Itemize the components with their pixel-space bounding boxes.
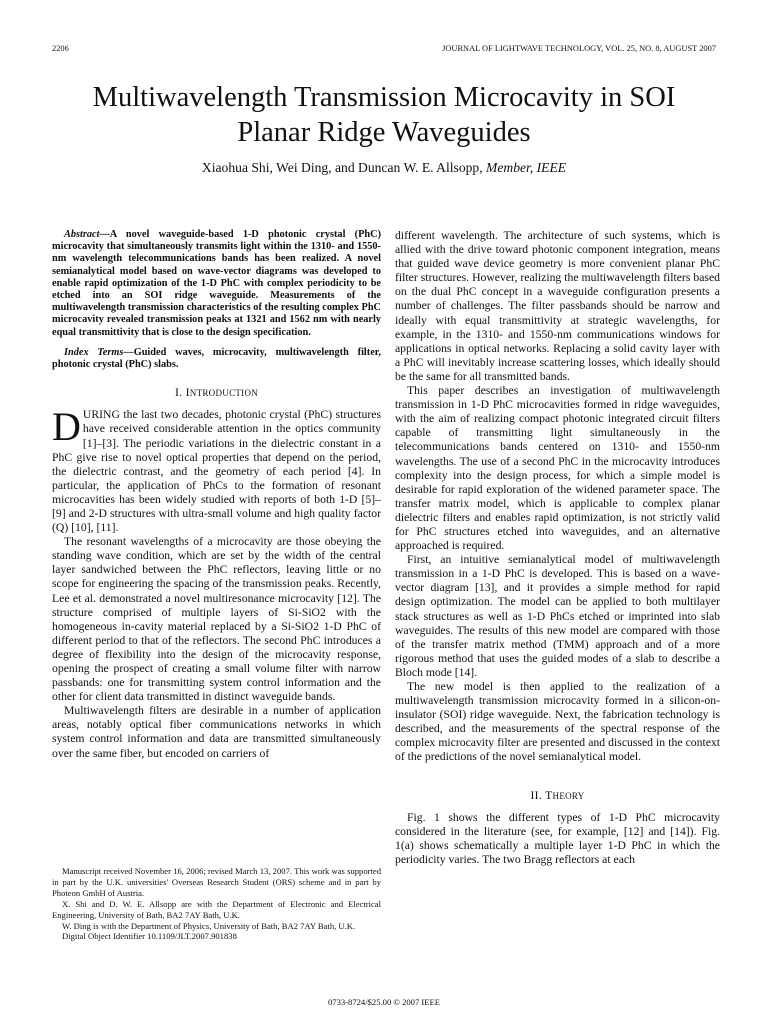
footnote-manuscript: Manuscript received November 16, 2006; revised March 13, 2007. This work was supported in part by the U.K. universities' Overseas Research Student (ORS) scheme and in part by Photeon GmbH of Austria.: [52, 866, 381, 898]
section-2-title: HEORY: [552, 790, 585, 801]
paper-title: [40, 80, 728, 150]
section-2-number: II. T: [530, 788, 553, 802]
right-paragraph-4: The new model is then applied to the realization of a multiwavelength transmission microcavity formed in a silicon-on-insulator (SOI) ridge waveguide. Next, the fabrication technology is described, and the measurements of the spectral response of the complex microcavity filter are presented and discussed in the context of the predictions of the novel semianalytical model.: [395, 680, 720, 764]
running-header: [52, 44, 716, 58]
title-line-2: Planar Ridge Waveguides: [237, 117, 531, 148]
index-terms: [52, 347, 381, 371]
right-paragraph-1: different wavelength. The architecture of such systems, which is allied with the drive toward photonic component integration, means that guided wave device geometry is more convenient planar PhC filter structures. However, realizing the multiwavelength filters based on the dual PhC concept in a waveguide configuration presents a number of challenges. The filter passbands should be narrow and ideally with equal transmittivity at strategic wavelengths, for example, in the 1310- and 1550-nm communications windows for applications in optical networks. Replacing a solid cavity layer with a PhC will inevitably increase scattering losses, which ideally should be the same for all transmitted bands.: [395, 229, 720, 383]
intro-paragraph-1-text: URING the last two decades, photonic crystal (PhC) structures have received considerable attention in the optics community [1]–[3]. The periodic variations in the dielectric constant in a PhC give rise to novel optical properties that depend on the period, the dielectric contrast, and the geometry of each period [4]. In particular, the application of PhCs to the formation of resonant microcavities has been widely studied with reports of both 1-D [5]–[9] and 2-D structures with ultra-small volume and high quality factor (Q) [10], [11].: [52, 408, 381, 535]
intro-paragraph-1: [52, 404, 381, 535]
page-number: 2206: [52, 44, 69, 53]
copyright-footer: 0733-8724/$25.00 © 2007 IEEE: [327, 997, 441, 1007]
index-terms-text: —Guided waves, microcavity, multiwavelength filter, photonic crystal (PhC) slabs.: [52, 346, 381, 371]
author-affiliation: Member, IEEE: [486, 160, 567, 175]
section-1-title: NTRODUCTION: [189, 388, 259, 399]
footnotes: [52, 866, 381, 942]
right-column: [395, 229, 720, 867]
left-column: [52, 229, 381, 761]
intro-paragraph-2: The resonant wavelengths of a microcavity are those obeying the standing wave condition, which are set by the width of the central layer sandwiched between the PhC reflectors, leaving little or no scope for engineering the spacing of the transmission peaks. Recently, Lee et al. demonstrated a novel multiresonance microcavity [12]. The structure comprised of multiple layers of Si-SiO2 with the homogeneous in-cavity material replaced by a Si-SiO2 1-D PhC of different period to that of the reflectors. The second PhC introduces a degree of flexibility into the design of the microcavity response, opening the prospect of creating a small volume filter with narrow passbands: one for transmitting system control information and the other for client data transmitted in distinct waveguide bands.: [52, 535, 381, 704]
index-terms-label: Index Terms: [64, 346, 124, 358]
section-1-number: I. I: [174, 386, 190, 400]
theory-paragraph-1: Fig. 1 shows the different types of 1-D PhC microcavity considered in the literature (see, for example, [12] and [14]). Fig. 1(a) shows schematically a multiple layer 1-D PhC in which the periodicity varies. The two Bragg reflectors at each: [395, 810, 720, 866]
author-line: [40, 160, 728, 176]
abstract-label: Abstract: [64, 229, 100, 240]
right-paragraph-2: This paper describes an investigation of multiwavelength transmission in 1-D PhC microcavities formed in ridge waveguides, with the aim of realizing compact photonic integrated circuit filters capable of transmitting light simultaneously in the telecommunications bands centered on 1310- and 1550-nm wavelengths. The use of a second PhC in the microcavity introduces complexity into the design process, for which a simple model is desirable for rapid exploration of the widened parameter space. The transfer matrix model, which is applicable to complex planar dielectric filters and enables rapid optimization, is not strictly valid for PhC structures etched into waveguides, and an alternative approached is required.: [395, 384, 720, 553]
drop-cap: D: [52, 404, 81, 450]
footnote-affiliation-1: X. Shi and D. W. E. Allsopp are with the Department of Electronic and Electrical Engineering, University of Bath, BA2 7AY Bath, U.K.: [52, 898, 381, 920]
right-paragraph-3: First, an intuitive semianalytical model of multiwavelength transmission in a 1-D PhC is developed. This is based on a wave-vector diagram [13], and it provides a simple method for rapid design optimization. The model can be applied to both multilayer stack structures as well as 1-D PhCs etched or imprinted into slab waveguides. The results of this new model are compared with those of the transfer matrix method (TMM) approach and of a more rigorous method that uses the guided modes of a slab to describe a Bloch mode [14].: [395, 553, 720, 679]
title-line-1: Multiwavelength Transmission Microcavity in SOI: [92, 82, 676, 113]
footnote-affiliation-2: W. Ding is with the Department of Physics, University of Bath, BA2 7AY Bath, U.K.: [62, 920, 356, 931]
abstract-text: —A novel waveguide-based 1-D photonic crystal (PhC) microcavity that simultaneously transmits light within the 1310- and 1550-nm wavelength telecommunications bands has been realized. A novel semianalytical model based on wave-vector diagrams was developed to enable rapid optimization of the 1-D PhC with complex periodicity to be etched into an SOI ridge waveguide. Measurements of the multiwavelength transmission characteristics of the resulting complex PhC microcavity revealed transmission peaks at 1321 and 1562 nm with nearly equal transmittivity that is close to the design specification.: [52, 229, 381, 338]
journal-name: JOURNAL OF LIGHTWAVE TECHNOLOGY, VOL. 25, NO. 8, AUGUST 2007: [442, 44, 716, 53]
intro-paragraph-3: Multiwavelength filters are desirable in a number of application areas, notably optical fiber communications networks in which system control information and data are transmitted simultaneously over the same fiber, but encoded on carriers of: [52, 704, 381, 760]
section-heading-introduction: [52, 386, 381, 400]
abstract: [52, 229, 381, 339]
footnote-doi: Digital Object Identifier 10.1109/JLT.2007.901838: [62, 931, 237, 942]
author-names: Xiaohua Shi, Wei Ding, and Duncan W. E. Allsopp,: [201, 160, 483, 175]
section-heading-theory: [395, 789, 720, 803]
